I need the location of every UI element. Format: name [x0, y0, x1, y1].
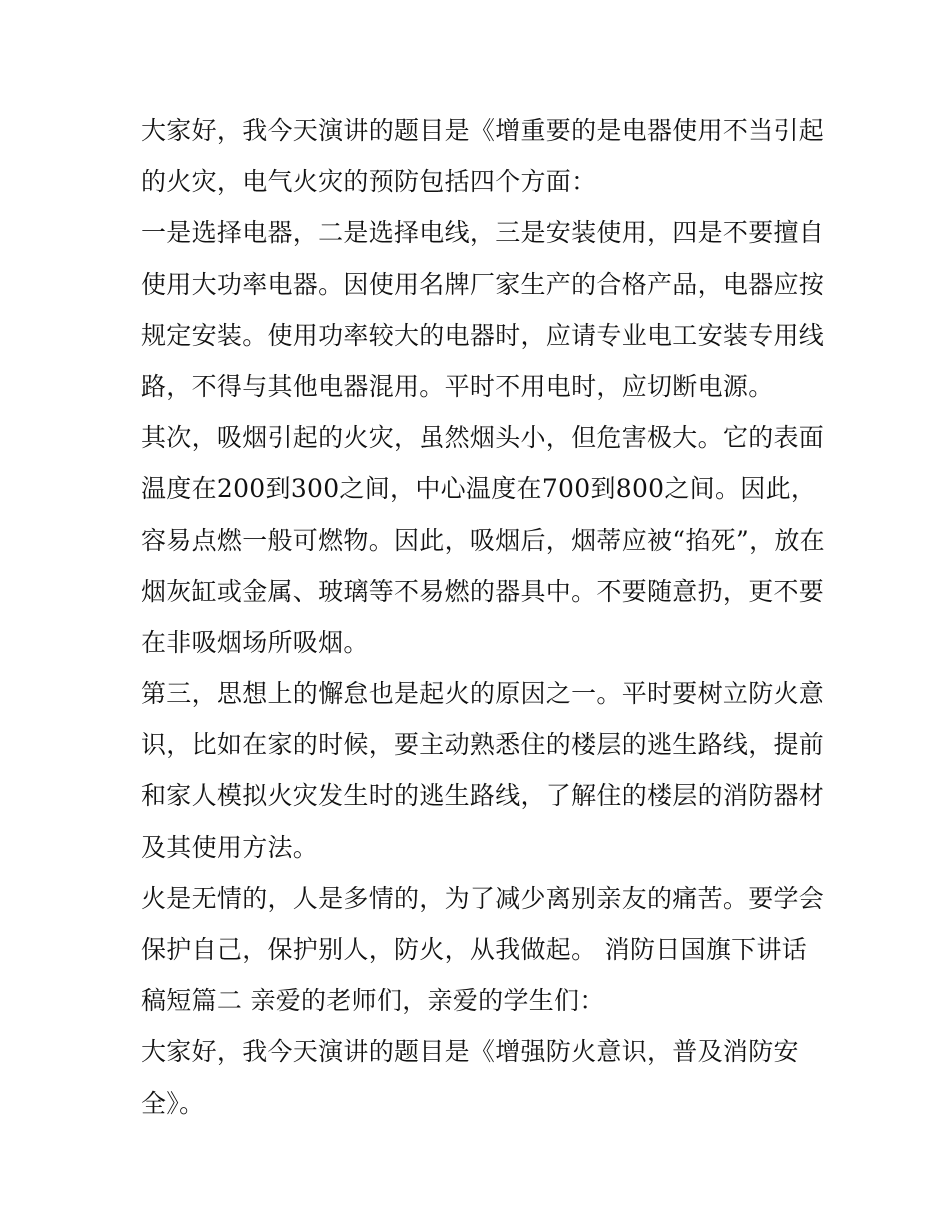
text-line: 容易点燃一般可燃物。因此，吸烟后，烟蒂应被“掐死”，放在 [141, 525, 825, 555]
text-line: 识，比如在家的时候，要主动熟悉住的楼层的逃生路线，提前 [141, 730, 825, 760]
text-line: 火是无情的，人是多情的，为了减少离别亲友的痛苦。要学会 [141, 883, 825, 913]
text-line: 使用大功率电器。因使用名牌厂家生产的合格产品，电器应按 [141, 269, 825, 299]
text-line: 大家好，我今天演讲的题目是《增重要的是电器使用不当引起 [141, 116, 825, 145]
text-line: 规定安装。使用功率较大的电器时，应请专业电工安装专用线 [141, 320, 825, 350]
text-line: 稿短篇二 亲爱的老师们，亲爱的学生们： [141, 986, 605, 1016]
text-line: 在非吸烟场所吸烟。 [141, 627, 369, 657]
text-line: 及其使用方法。 [141, 832, 319, 862]
text-line: 第三，思想上的懈怠也是起火的原因之一。平时要树立防火意 [141, 679, 825, 709]
text-line: 路，不得与其他电器混用。平时不用电时，应切断电源。 [141, 371, 774, 401]
text-line: 和家人模拟火灾发生时的逃生路线，了解住的楼层的消防器材 [141, 781, 825, 811]
text-line: 其次，吸烟引起的火灾，虽然烟头小，但危害极大。它的表面 [141, 423, 825, 453]
document-body [141, 105, 825, 1129]
text-line: 烟灰缸或金属、玻璃等不易燃的器具中。不要随意扔，更不要 [141, 576, 825, 606]
text-line: 的火灾，电气火灾的预防包括四个方面： [141, 167, 597, 197]
text-line: 大家好，我今天演讲的题目是《增强防火意识，普及消防安 [141, 1037, 799, 1067]
text-line: 全》。 [141, 1088, 205, 1118]
text-line: 一是选择电器，二是选择电线，三是安装使用，四是不要擅自 [141, 218, 825, 248]
text-line: 温度在200到300之间，中心温度在700到800之间。因此， [141, 474, 817, 504]
text-line: 保护自己，保护别人，防火，从我做起。 消防日国旗下讲话 [141, 935, 808, 964]
